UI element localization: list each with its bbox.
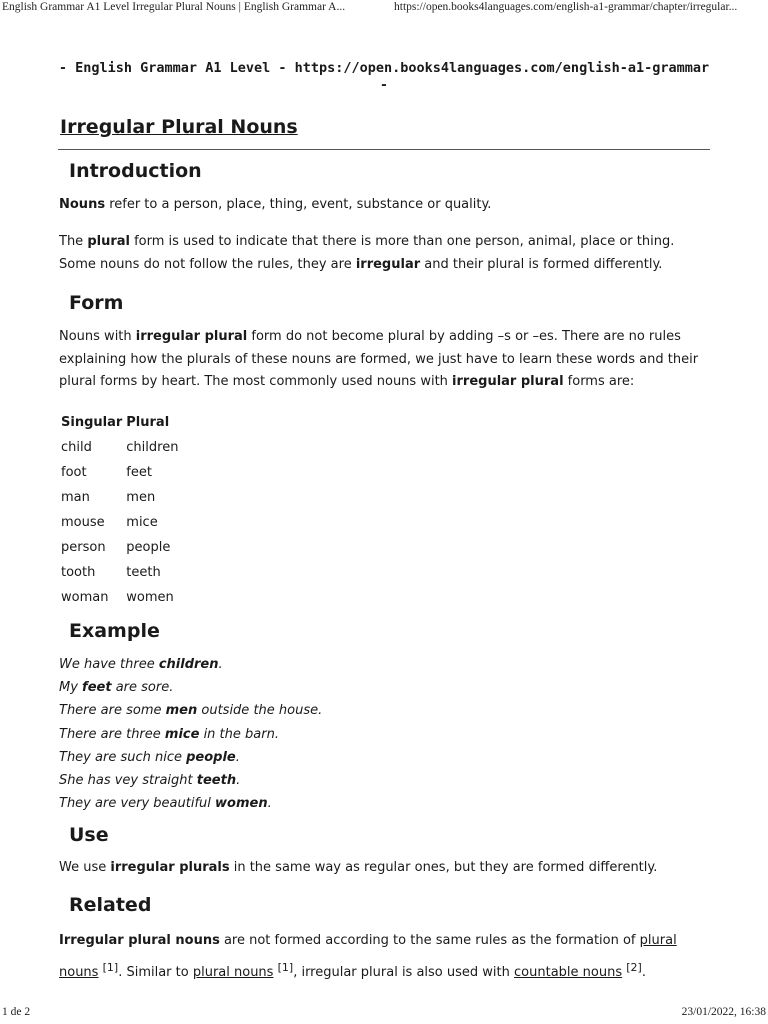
column-header-plural: Plural xyxy=(126,415,170,430)
text-span: We use xyxy=(59,860,111,875)
bold-term: men xyxy=(165,703,198,719)
example-sentence xyxy=(59,746,322,769)
example-sentence xyxy=(59,792,322,815)
table-row xyxy=(59,510,180,535)
singular-cell: person xyxy=(61,540,106,555)
form-heading: Form xyxy=(69,292,124,314)
bold-term: children xyxy=(158,657,219,672)
bold-term: mice xyxy=(164,726,200,742)
link-countable-nouns[interactable]: countable nouns xyxy=(514,965,623,980)
related-paragraph xyxy=(59,927,714,986)
print-footer xyxy=(0,1006,768,1022)
text-span: are not formed according to the same rules as the formation of xyxy=(219,933,640,948)
print-header xyxy=(0,0,768,16)
text-span: , irregular plural is also used with xyxy=(293,965,515,980)
text-span: form do not become plural by adding –s or –es. There are no rules explaining how the plurals of these nouns are formed, we just have to learn these words and their plural forms by heart. The most commonly used nouns with xyxy=(59,329,699,389)
table-row xyxy=(59,460,180,485)
bold-term: women xyxy=(215,796,268,812)
text-span: They are very beautiful xyxy=(59,796,216,812)
table-row xyxy=(59,485,180,510)
footnote-ref[interactable]: [1] xyxy=(277,961,294,974)
plural-cell: men xyxy=(126,490,156,505)
text-span: and their plural is formed differently. xyxy=(420,256,663,272)
bold-term: irregular plural xyxy=(135,329,248,344)
example-sentence-list xyxy=(59,653,322,815)
print-header-url: https://open.books4languages.com/english-a1-grammar/chapter/irregular... xyxy=(394,1,738,13)
text-span: . Similar to xyxy=(118,965,193,980)
form-paragraph xyxy=(59,326,714,394)
text-span: We have three xyxy=(59,657,159,672)
footnote-ref[interactable]: [1] xyxy=(102,961,119,974)
title-divider xyxy=(58,149,710,150)
use-paragraph xyxy=(59,857,714,880)
example-sentence xyxy=(59,699,322,722)
table-row xyxy=(59,560,180,585)
text-span: There are some xyxy=(59,703,166,719)
example-sentence xyxy=(59,676,322,699)
bold-term: Irregular plural nouns xyxy=(59,933,220,948)
page-number: 1 de 2 xyxy=(2,1006,31,1018)
print-timestamp: 23/01/2022, 16:38 xyxy=(681,1006,766,1018)
text-span: My xyxy=(59,680,83,696)
plural-cell: children xyxy=(126,440,179,455)
column-header-singular: Singular xyxy=(61,415,123,430)
text-span: . xyxy=(235,749,240,765)
text-span: There are three xyxy=(59,726,165,742)
introduction-heading: Introduction xyxy=(69,160,202,182)
text-span: in the barn. xyxy=(199,726,279,742)
plural-cell: feet xyxy=(126,465,152,480)
bold-term: plural xyxy=(87,234,130,249)
example-sentence xyxy=(59,723,322,746)
text-span: . xyxy=(267,796,272,812)
bold-term: irregular plural xyxy=(452,374,564,389)
table-row xyxy=(59,585,180,610)
text-span: refer to a person, place, thing, event, substance or quality. xyxy=(105,197,492,212)
bold-term: people xyxy=(186,749,236,765)
example-sentence xyxy=(59,769,322,792)
bold-term: teeth xyxy=(196,772,237,788)
singular-cell: mouse xyxy=(61,515,105,530)
introduction-paragraph-1 xyxy=(59,194,714,217)
bold-term: irregular plurals xyxy=(110,860,230,875)
text-span: Nouns with xyxy=(59,329,136,344)
text-span: in the same way as regular ones, but they are formed differently. xyxy=(229,860,658,875)
singular-cell: child xyxy=(61,440,92,455)
footnote-ref[interactable]: [2] xyxy=(626,961,642,974)
plural-cell: teeth xyxy=(126,565,161,580)
page-title: Irregular Plural Nouns xyxy=(60,116,298,138)
example-heading: Example xyxy=(69,620,160,642)
singular-cell: tooth xyxy=(61,565,96,580)
print-header-title: English Grammar A1 Level Irregular Plural Nouns | English Grammar A... xyxy=(2,1,346,13)
plural-cell: mice xyxy=(126,515,158,530)
text-span: . xyxy=(218,657,223,672)
table-row xyxy=(59,435,180,460)
plural-cell: people xyxy=(126,540,171,555)
text-span: She has vey straight xyxy=(59,772,197,788)
table-row xyxy=(59,535,180,560)
text-span: The xyxy=(59,234,88,249)
related-heading: Related xyxy=(69,894,152,916)
use-heading: Use xyxy=(69,824,109,846)
text-span: They are such nice xyxy=(59,749,187,765)
table-header-row xyxy=(59,410,180,435)
bold-term: irregular xyxy=(355,256,421,272)
text-span: outside the house. xyxy=(197,703,323,719)
text-span: form is used to indicate that there is more than one person, animal, place or thing. Some nouns do not follow the rules, they are xyxy=(59,234,675,272)
text-span: . xyxy=(236,772,241,788)
bold-term: feet xyxy=(82,680,112,696)
text-span: are sore. xyxy=(111,680,174,696)
singular-cell: man xyxy=(61,490,90,505)
bold-nouns: Nouns xyxy=(59,197,106,212)
singular-cell: foot xyxy=(61,465,87,480)
plural-cell: women xyxy=(126,590,174,605)
link-plural-nouns[interactable]: plural nouns xyxy=(192,965,274,980)
introduction-paragraph-2 xyxy=(59,231,714,276)
example-sentence xyxy=(59,653,322,676)
irregular-plurals-table xyxy=(59,410,180,610)
singular-cell: woman xyxy=(61,590,109,605)
site-line: - English Grammar A1 Level - https://open.books4languages.com/english-a1-grammar - xyxy=(58,60,710,93)
link-plural-nouns[interactable]: plural nouns xyxy=(59,933,677,980)
text-span: . xyxy=(641,965,646,980)
text-span: forms are: xyxy=(563,374,635,389)
